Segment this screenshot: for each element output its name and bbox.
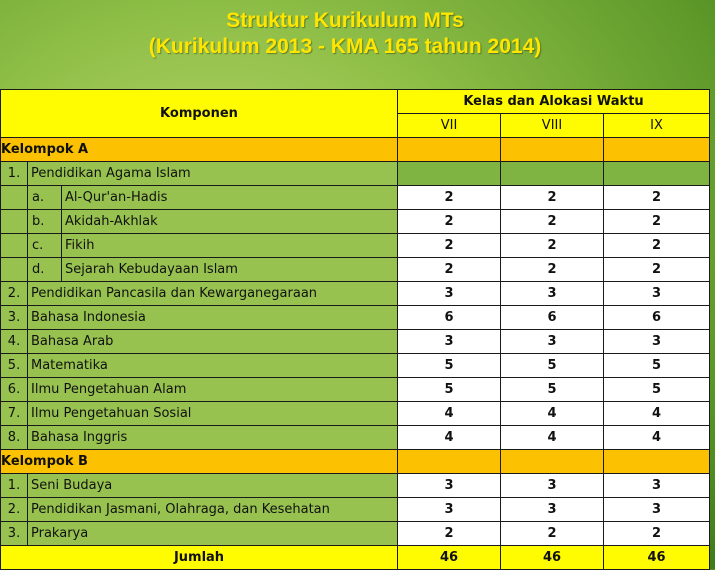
subject-name: Ilmu Pengetahuan Sosial	[28, 402, 398, 426]
row-number: 2.	[1, 282, 28, 306]
allocation-value: 3	[501, 330, 604, 354]
allocation-value: 4	[501, 426, 604, 450]
allocation-value: 3	[604, 282, 710, 306]
subject-name: Pendidikan Jasmani, Olahraga, dan Kesehatan	[28, 498, 398, 522]
row-number: 8.	[1, 426, 28, 450]
sub-letter: a.	[28, 186, 62, 210]
allocation-value: 2	[501, 258, 604, 282]
allocation-value: 5	[501, 354, 604, 378]
subject-name: Matematika	[28, 354, 398, 378]
sub-subject-row	[1, 234, 710, 258]
component-header: Komponen	[1, 90, 398, 138]
total-value: 46	[604, 546, 710, 570]
allocation-value: 5	[398, 378, 501, 402]
page-title	[0, 8, 690, 60]
allocation-value: 6	[398, 306, 501, 330]
sub-letter: c.	[28, 234, 62, 258]
allocation-value: 4	[501, 402, 604, 426]
allocation-value: 2	[604, 522, 710, 546]
subject-name: Bahasa Inggris	[28, 426, 398, 450]
allocation-value: 2	[398, 234, 501, 258]
total-value: 46	[398, 546, 501, 570]
subject-row	[1, 330, 710, 354]
allocation-value: 3	[398, 330, 501, 354]
allocation-value: 3	[501, 282, 604, 306]
subject-name: Seni Budaya	[28, 474, 398, 498]
subject-name: Akidah-Akhlak	[62, 210, 398, 234]
allocation-value: 3	[501, 498, 604, 522]
total-row	[1, 546, 710, 570]
allocation-value: 2	[604, 186, 710, 210]
row-number: 4.	[1, 330, 28, 354]
allocation-value: 3	[501, 474, 604, 498]
allocation-value: 2	[604, 258, 710, 282]
allocation-value: 3	[604, 474, 710, 498]
subject-row	[1, 354, 710, 378]
subject-row	[1, 402, 710, 426]
group-a-row	[1, 138, 710, 162]
total-value: 46	[501, 546, 604, 570]
allocation-value: 4	[604, 402, 710, 426]
subject-name: Al-Qur'an-Hadis	[62, 186, 398, 210]
sub-letter: d.	[28, 258, 62, 282]
curriculum-table	[0, 89, 710, 570]
pai-row	[1, 162, 710, 186]
allocation-value: 4	[398, 426, 501, 450]
allocation-value: 5	[398, 354, 501, 378]
subject-row	[1, 498, 710, 522]
allocation-value: 2	[398, 258, 501, 282]
subject-name: Bahasa Arab	[28, 330, 398, 354]
subject-name: Prakarya	[28, 522, 398, 546]
subject-name: Fikih	[62, 234, 398, 258]
allocation-value: 2	[501, 522, 604, 546]
allocation-value: 4	[604, 426, 710, 450]
grade-header-viii: VIII	[501, 114, 604, 138]
allocation-value: 2	[501, 186, 604, 210]
allocation-value: 4	[398, 402, 501, 426]
row-number: 6.	[1, 378, 28, 402]
allocation-value: 2	[604, 210, 710, 234]
row-number: 1.	[1, 474, 28, 498]
sub-subject-row	[1, 210, 710, 234]
group-a-label: Kelompok A	[1, 138, 398, 162]
subject-name: Pendidikan Pancasila dan Kewarganegaraan	[28, 282, 398, 306]
sub-subject-row	[1, 258, 710, 282]
group-b-label: Kelompok B	[1, 450, 398, 474]
title-line-1: Struktur Kurikulum MTs	[226, 9, 464, 32]
allocation-value: 3	[398, 474, 501, 498]
allocation-value: 6	[501, 306, 604, 330]
allocation-value: 2	[501, 234, 604, 258]
subject-name: Bahasa Indonesia	[28, 306, 398, 330]
allocation-value: 3	[398, 498, 501, 522]
allocation-value: 3	[398, 282, 501, 306]
subject-name: Pendidikan Agama Islam	[28, 162, 398, 186]
allocation-value: 5	[604, 354, 710, 378]
allocation-value: 3	[604, 498, 710, 522]
row-number: 5.	[1, 354, 28, 378]
sub-subject-row	[1, 186, 710, 210]
subject-row	[1, 474, 710, 498]
allocation-value: 6	[604, 306, 710, 330]
allocation-header: Kelas dan Alokasi Waktu	[398, 90, 710, 114]
allocation-value: 3	[604, 330, 710, 354]
title-line-2: (Kurikulum 2013 - KMA 165 tahun 2014)	[148, 35, 542, 58]
allocation-value: 5	[604, 378, 710, 402]
subject-name: Ilmu Pengetahuan Alam	[28, 378, 398, 402]
subject-row	[1, 282, 710, 306]
row-number: 7.	[1, 402, 28, 426]
subject-row	[1, 522, 710, 546]
grade-header-vii: VII	[398, 114, 501, 138]
allocation-value: 5	[501, 378, 604, 402]
subject-name: Sejarah Kebudayaan Islam	[62, 258, 398, 282]
subject-row	[1, 378, 710, 402]
allocation-value: 2	[398, 186, 501, 210]
total-label: Jumlah	[1, 546, 398, 570]
allocation-value: 2	[398, 210, 501, 234]
sub-letter: b.	[28, 210, 62, 234]
row-number: 2.	[1, 498, 28, 522]
header-row-1	[1, 90, 710, 114]
grade-header-ix: IX	[604, 114, 710, 138]
allocation-value: 2	[501, 210, 604, 234]
subject-row	[1, 426, 710, 450]
allocation-value: 2	[604, 234, 710, 258]
subject-row	[1, 306, 710, 330]
group-b-row	[1, 450, 710, 474]
row-number: 1.	[1, 162, 28, 186]
row-number: 3.	[1, 522, 28, 546]
row-number: 3.	[1, 306, 28, 330]
allocation-value: 2	[398, 522, 501, 546]
